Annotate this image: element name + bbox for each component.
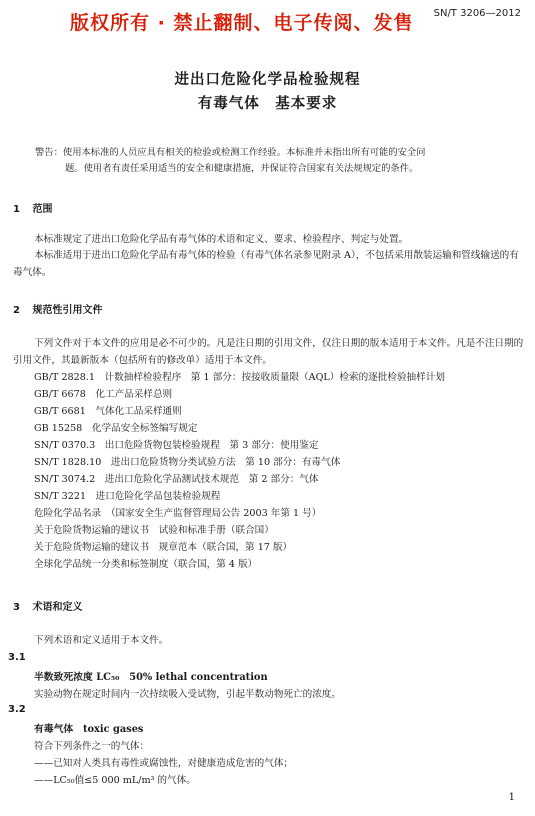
standard-code: SN/T 3206—2012 bbox=[433, 8, 521, 19]
section-heading-normative-references bbox=[13, 301, 102, 316]
section-heading-terms-definitions bbox=[13, 598, 82, 613]
section-number: 1 bbox=[13, 204, 20, 215]
section-title: 规范性引用文件 bbox=[32, 305, 103, 316]
condition-item: ——已知对人类具有毒性或腐蚀性，对健康造成危害的气体； bbox=[34, 758, 294, 769]
section-title: 术语和定义 bbox=[32, 602, 83, 613]
document-title: 进出口危险化学品检验规程 bbox=[174, 71, 361, 88]
section-number: 2 bbox=[13, 305, 20, 316]
warning-line-1: 警告：使用本标准的人员应具有相关的检验或检测工作经验。本标准并未指出所有可能的安全问 bbox=[35, 147, 426, 158]
paragraph-scope-1: 本标准规定了进出口危险化学品有毒气体的术语和定义、要求、检验程序、判定与处置。 bbox=[34, 234, 409, 245]
reference-item: GB/T 6681 气体化工品采样通则 bbox=[34, 406, 182, 417]
definition-toxic-gases: 符合下列条件之一的气体： bbox=[34, 741, 150, 752]
copyright-watermark: 版权所有 · 禁止翻制、电子传阅、发售 bbox=[70, 12, 414, 34]
definition-lc50: 实验动物在规定时间内一次持续吸入受试物，引起半数动物死亡的浓度。 bbox=[34, 689, 341, 700]
warning-line-2: 题。使用者有责任采用适当的安全和健康措施，并保证符合国家有关法规规定的条件。 bbox=[65, 163, 419, 174]
reference-item: GB/T 6678 化工产品采样总则 bbox=[34, 389, 173, 400]
reference-item: SN/T 3074.2 进出口危险化学品测试技术规范 第 2 部分：气体 bbox=[34, 474, 319, 485]
reference-item: SN/T 3221 进口危险化学品包装检验规程 bbox=[34, 491, 221, 502]
reference-item: 危险化学品名录 （国家安全生产监督管理局公告 2003 年第 1 号） bbox=[34, 508, 322, 519]
reference-item: GB/T 2828.1 计数抽样检验程序 第 1 部分：按接收质量限（AQL）检索的逐批检验抽样计划 bbox=[34, 372, 445, 383]
paragraph-scope-2: 本标准适用于进出口危险化学品有毒气体的检验（有毒气体名录参见附录 A），不包括采用散装运输和管线输送的有毒气体。 bbox=[13, 250, 519, 278]
section-heading-scope bbox=[13, 200, 52, 215]
section-number: 3 bbox=[13, 602, 20, 613]
reference-item: SN/T 0370.3 出口危险货物包装检验规程 第 3 部分：使用鉴定 bbox=[34, 440, 319, 451]
reference-item: SN/T 1828.10 进出口危险货物分类试验方法 第 10 部分：有毒气体 bbox=[34, 457, 341, 468]
term-toxic-gases: 有毒气体 toxic gases bbox=[34, 724, 144, 735]
term-lc50: 半数致死浓度 LC₅₀ 50% lethal concentration bbox=[34, 672, 268, 683]
warning-notice bbox=[35, 145, 525, 177]
clause-number-3-1: 3.1 bbox=[8, 652, 26, 663]
reference-item: GB 15258 化学品安全标签编写规定 bbox=[34, 423, 198, 434]
reference-item: 关于危险货物运输的建议书 规章范本（联合国，第 17 版） bbox=[34, 542, 293, 553]
paragraph-references-intro: 下列文件对于本文件的应用是必不可少的。凡是注日期的引用文件，仅注日期的版本适用于本文件。凡是不注日期的引用文件，其最新版本（包括所有的修改单）适用于本文件。 bbox=[13, 338, 524, 366]
terms-intro: 下列术语和定义适用于本文件。 bbox=[34, 635, 169, 646]
section-title: 范围 bbox=[32, 204, 53, 215]
reference-item: 关于危险货物运输的建议书 试验和标准手册（联合国） bbox=[34, 525, 274, 536]
page-number: 1 bbox=[508, 792, 515, 803]
reference-item: 全球化学品统一分类和标签制度（联合国，第 4 版） bbox=[34, 559, 258, 570]
condition-item: ——LC₅₀值≤5 000 mL/m³ 的气体。 bbox=[34, 775, 196, 786]
clause-number-3-2: 3.2 bbox=[8, 704, 26, 715]
document-subtitle: 有毒气体 基本要求 bbox=[197, 95, 338, 112]
